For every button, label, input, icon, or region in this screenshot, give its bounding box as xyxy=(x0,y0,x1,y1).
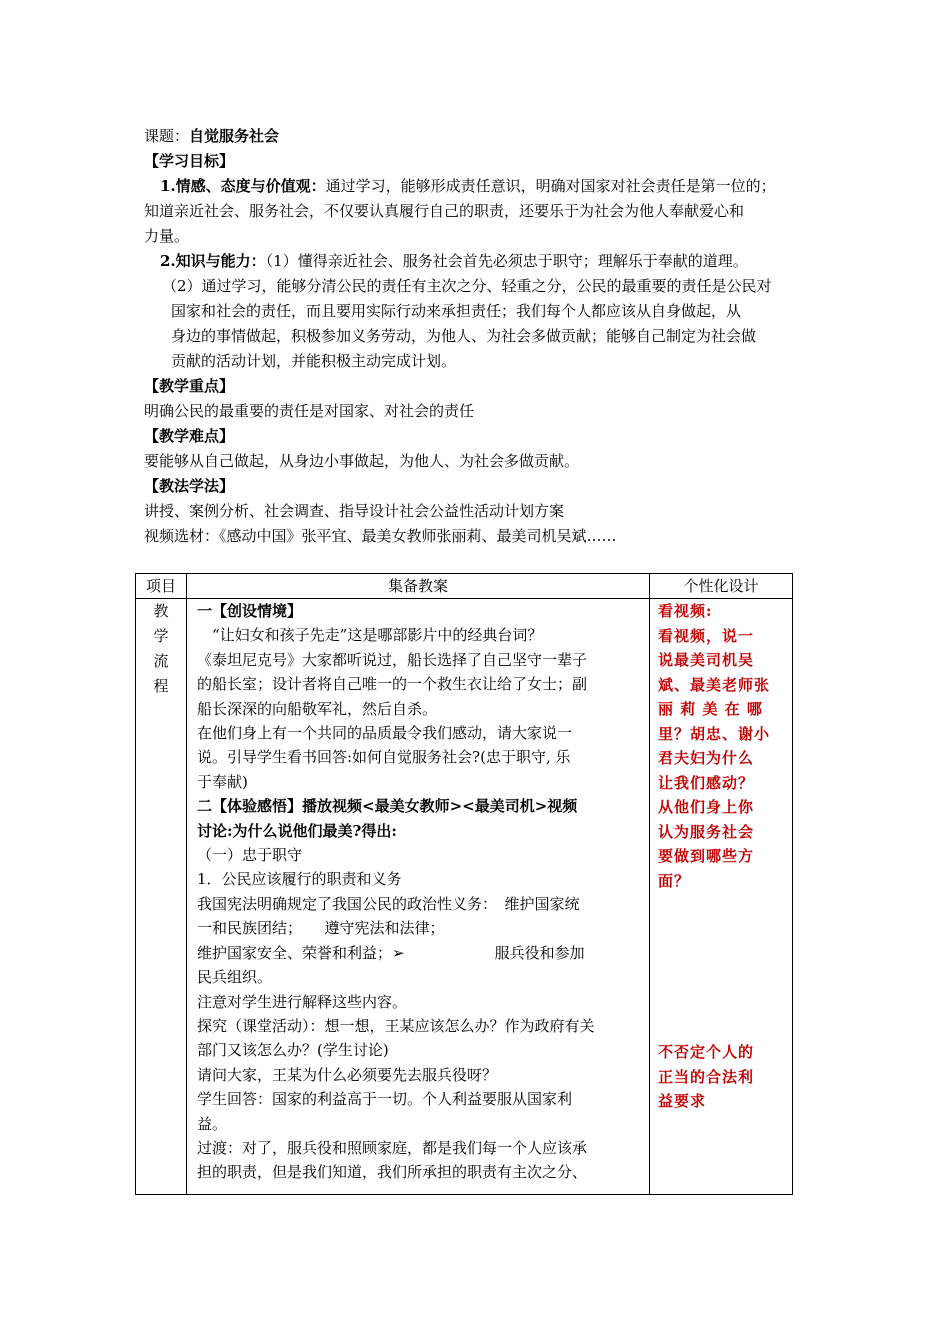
goal2-label: 2.知识与能力： xyxy=(160,252,266,270)
lesson-line: 一【创设情境】 xyxy=(197,602,303,620)
goal1-text-1: 通过学习，能够形成责任意识，明确对国家对社会责任是第一位的； xyxy=(325,177,776,195)
lesson-line: 在他们身上有一个共同的品质最令我们感动，请大家说一 xyxy=(197,724,573,743)
key-text: 明确公民的最重要的责任是对国家、对社会的责任 xyxy=(144,402,475,420)
design-line: 里？胡忠、谢小 xyxy=(658,724,771,743)
goal1-line-3: 力量。 xyxy=(144,227,190,245)
lesson-line: “让妇女和孩子先走”这是哪部影片中的经典台词？ xyxy=(197,626,543,645)
methods-text: 讲授、案例分析、社会调查、指导设计社会公益性活动计划方案 xyxy=(144,502,565,520)
design-line: 从他们身上你 xyxy=(658,798,755,816)
goal2-sub-line-1: （2）通过学习，能够分清公民的责任有主次之分、轻重之分，公民的最重要的责任是公民对 xyxy=(162,277,772,295)
goal2-sub-line-4: 贡献的活动计划，并能积极主动完成计划。 xyxy=(171,352,457,370)
lesson-line: 注意对学生进行解释这些内容。 xyxy=(197,992,408,1011)
goal1-line-1 xyxy=(144,174,812,199)
lesson-line: 二【体验感悟】播放视频<最美女教师><最美司机>视频 xyxy=(197,797,578,816)
design-line: 斌、最美老师张 xyxy=(658,675,771,694)
lesson-line: 于奉献) xyxy=(197,772,248,791)
topic-line xyxy=(144,124,812,149)
header-item: 项目 xyxy=(136,574,187,599)
item-char: 学 xyxy=(153,627,169,645)
design-line: 说最美司机吴 xyxy=(658,651,755,669)
goals-heading: 【学习目标】 xyxy=(144,152,235,170)
table-header-row xyxy=(136,574,793,599)
item-char: 教 xyxy=(153,602,169,620)
design-line: 正当的合法利 xyxy=(658,1067,755,1086)
plan-cell xyxy=(187,599,650,1195)
lesson-line: 船长深深的向船敬军礼，然后自杀。 xyxy=(197,699,438,718)
design-spacer xyxy=(658,893,786,1040)
goal2-sub-line-2: 国家和社会的责任，而且要用实际行动来承担责任；我们每个人都应该从自身做起，从 xyxy=(171,302,742,320)
topic-label: 课题： xyxy=(144,127,190,145)
design-line: 要做到哪些方 xyxy=(658,847,755,865)
goal2-sub-line-3: 身边的事情做起，积极参加义务劳动，为他人、为社会多做贡献；能够自己制定为社会做 xyxy=(171,327,757,345)
lesson-line: 维护国家安全、荣誉和利益；➢ 服兵役和参加 xyxy=(197,943,585,962)
lesson-line: （一）忠于职守 xyxy=(197,846,303,865)
design-line: 不否定个人的 xyxy=(658,1043,755,1061)
lesson-line: 的船长室；设计者将自己唯一的一个救生衣让给了女士；副 xyxy=(197,675,588,694)
header-plan: 集备教案 xyxy=(187,574,650,599)
design-line: 看视频: xyxy=(658,602,713,620)
lesson-line: 益。 xyxy=(197,1114,228,1133)
lesson-line: 《泰坦尼克号》大家都听说过，船长选择了自己坚守一辈子 xyxy=(197,650,588,669)
table-row xyxy=(136,599,793,1195)
design-line: 认为服务社会 xyxy=(658,822,755,841)
key-heading: 【教学重点】 xyxy=(144,377,235,395)
design-line: 益要求 xyxy=(658,1092,707,1110)
goal2-line-1 xyxy=(144,249,812,274)
lesson-line: 1．公民应该履行的职责和义务 xyxy=(197,870,402,889)
lesson-line: 探究（课堂活动）：想一想，王某应该怎么办？作为政府有关 xyxy=(197,1016,595,1035)
lesson-line: 我国宪法明确规定了我国公民的政治性义务： 维护国家统 xyxy=(197,894,580,913)
design-line: 让我们感动？ xyxy=(658,773,755,792)
lesson-line: 过渡：对了，服兵役和照顾家庭，都是我们每一个人应该承 xyxy=(197,1138,588,1157)
lesson-line: 担的职责，但是我们知道，我们所承担的职责有主次之分、 xyxy=(197,1163,588,1182)
difficulty-heading: 【教学难点】 xyxy=(144,427,235,445)
methods-heading: 【教法学法】 xyxy=(144,477,235,495)
document-body xyxy=(144,124,812,549)
goal1-line-2: 知道亲近社会、服务社会，不仅要认真履行自己的职责，还要乐于为社会为他人奉献爱心和 xyxy=(144,202,745,220)
design-line: 看视频，说一 xyxy=(658,626,755,645)
item-char: 流 xyxy=(153,652,169,670)
difficulty-text: 要能够从自己做起，从身边小事做起，为他人、为社会多做贡献。 xyxy=(144,452,580,470)
lesson-line: 请问大家，王某为什么必须要先去服兵役呀？ xyxy=(197,1065,498,1084)
design-line: 君夫妇为什么 xyxy=(658,749,755,767)
lesson-line: 部门又该怎么办？(学生讨论) xyxy=(197,1041,389,1060)
design-line: 面？ xyxy=(658,871,691,890)
lesson-line: 一和民族团结； 遵守宪法和法律； xyxy=(197,919,445,938)
lesson-line: 民兵组织。 xyxy=(197,968,273,987)
item-char: 程 xyxy=(153,677,169,695)
design-line: 丽 莉 美 在 哪 xyxy=(658,700,763,718)
header-design: 个性化设计 xyxy=(650,574,793,599)
goal1-label: 1.情感、态度与价值观： xyxy=(160,177,326,195)
design-cell xyxy=(650,599,793,1195)
lesson-line: 说。引导学生看书回答:如何自觉服务社会?(忠于职守, 乐 xyxy=(197,748,571,767)
item-cell xyxy=(136,599,187,1195)
goal2-text: （1）懂得亲近社会、服务社会首先必须忠于职守；理解乐于奉献的道理。 xyxy=(265,252,748,270)
lesson-line: 讨论:为什么说他们最美?得出: xyxy=(197,821,397,840)
lesson-line: 学生回答：国家的利益高于一切。个人利益要服从国家利 xyxy=(197,1090,573,1109)
lesson-plan-table xyxy=(135,573,793,1195)
topic-title: 自觉服务社会 xyxy=(189,127,280,145)
video-text: 视频选材：《感动中国》张平宜、最美女教师张丽莉、最美司机吴斌…… xyxy=(144,527,617,545)
